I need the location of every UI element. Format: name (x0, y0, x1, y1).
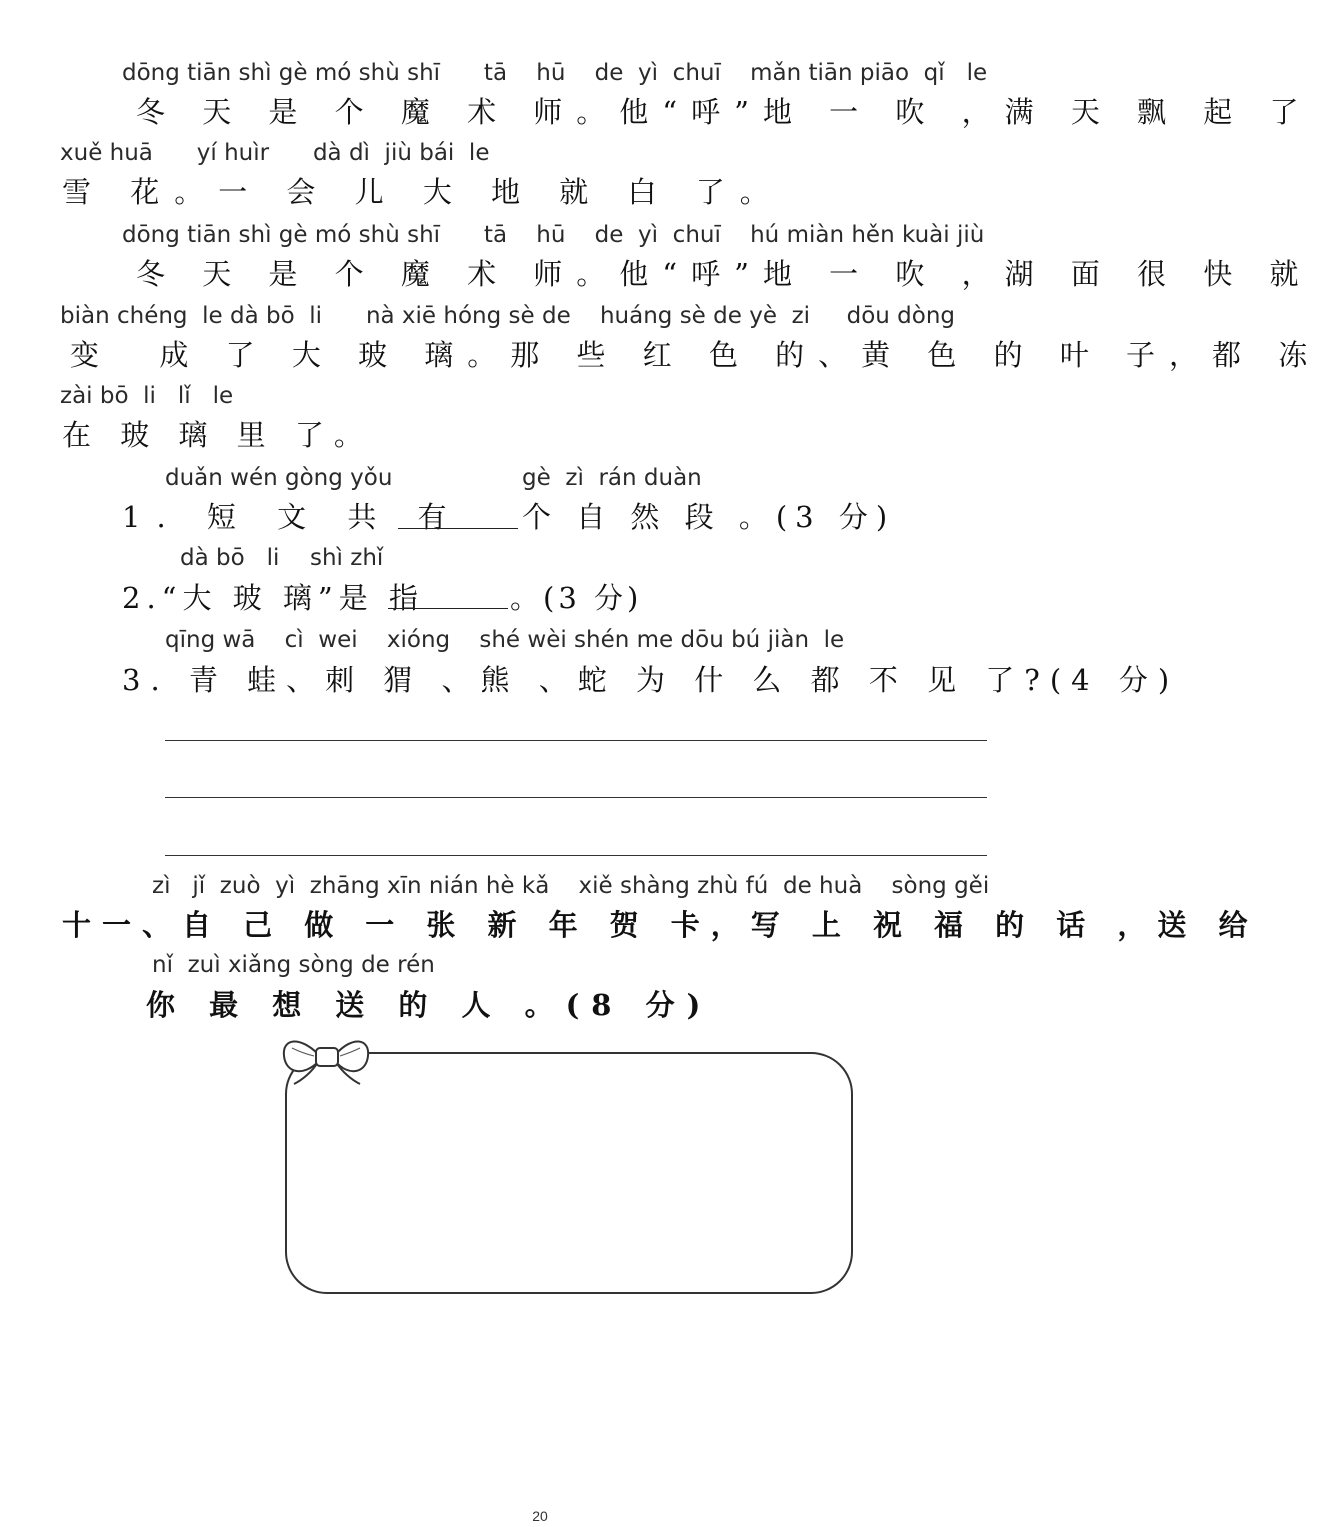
q3-answer-line-3[interactable] (165, 855, 987, 856)
q3-answer-line-1[interactable] (165, 740, 987, 741)
section11-text-line2: 你 最 想 送 的 人 。(8 分) (146, 988, 713, 1022)
q2-answer-blank[interactable] (388, 608, 508, 609)
section11-pinyin-line2: nǐ zuì xiǎng sòng de rén (152, 952, 435, 978)
passage-p2-pinyin-line3: zài bō li lǐ le (60, 383, 234, 409)
q1-text-a: 1. 短 文 共 有 (122, 500, 463, 534)
passage-p2-pinyin-line2: biàn chéng le dà bō li nà xiē hóng sè de huáng sè de yè zi dōu dòng (60, 303, 956, 329)
q3-text: 3. 青 蛙、刺 猬 、熊 、蛇 为 什 么 都 不 见 了?(4 分) (122, 663, 1180, 697)
passage-p1-hanzi-line2: 雪 花。一 会 儿 大 地 就 白 了。 (62, 175, 784, 209)
q1-text-b: 个 自 然 段 。(3 分) (522, 500, 896, 534)
section11-title: 十一、自 己 做 一 张 新 年 贺 卡，写 上 祝 福 的 话 ，送 给 (62, 908, 1259, 942)
passage-p1-pinyin-line2: xuě huā yí huìr dà dì jiù bái le (60, 140, 490, 166)
passage-p2-pinyin-line1: dōng tiān shì gè mó shù shī tā hū de yì chuī hú miàn hěn kuài jiù (122, 222, 985, 248)
q1-pinyin-a: duǎn wén gòng yǒu (165, 465, 393, 491)
q3-answer-line-2[interactable] (165, 797, 987, 798)
q2-pinyin-a: dà bō li (180, 545, 280, 571)
page-number: 20 (532, 1508, 548, 1524)
passage-p1-pinyin-line1: dōng tiān shì gè mó shù shī tā hū de yì chuī mǎn tiān piāo qǐ le (122, 60, 988, 86)
passage-p2-hanzi-line1: 冬 天 是 个 魔 术 师。他“呼”地 一 吹 ，湖 面 很 快 就 (136, 257, 1313, 291)
section11-pinyin-line1: zì jǐ zuò yì zhāng xīn nián hè kǎ xiě shàng zhù fú de huà sòng gěi (152, 873, 990, 899)
q1-pinyin-b: gè zì rán duàn (522, 465, 702, 491)
passage-p2-hanzi-line3: 在 玻 璃 里 了。 (62, 418, 373, 452)
q1-answer-blank[interactable] (398, 528, 518, 529)
q2-pinyin-b: shì zhǐ (310, 545, 384, 571)
passage-p1-hanzi-line1: 冬 天 是 个 魔 术 师。他“呼”地 一 吹 ，满 天 飘 起 了 (136, 95, 1313, 129)
q2-text-a: 2.“大 玻 璃”是 指 (122, 581, 424, 615)
greeting-card-area[interactable] (285, 1052, 853, 1294)
q2-text-b: 。(3 分) (510, 581, 643, 615)
passage-p2-hanzi-line2: 变 成 了 大 玻 璃。那 些 红 色 的、黄 色 的 叶 子，都 冻 (70, 338, 1321, 372)
bow-icon (280, 1030, 372, 1086)
q3-pinyin: qīng wā cì wei xióng shé wèi shén me dōu bú jiàn le (165, 627, 845, 653)
